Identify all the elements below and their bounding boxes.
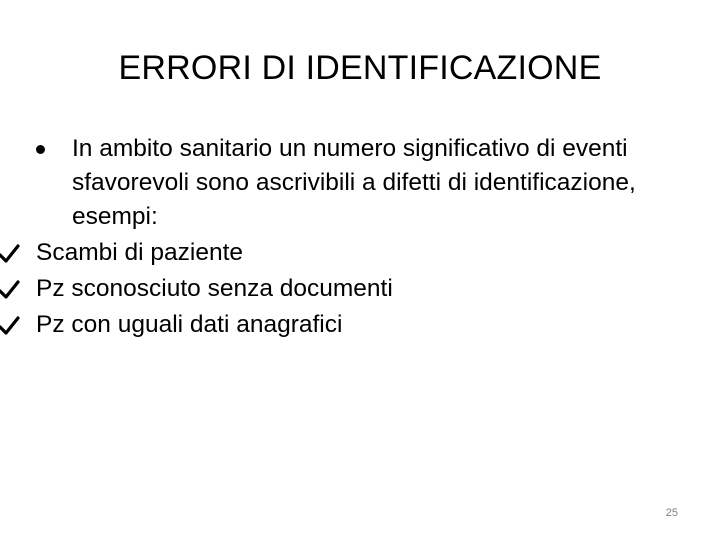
- bullet-dot-icon: [36, 132, 68, 166]
- slide-title: ERRORI DI IDENTIFICAZIONE: [118, 49, 602, 87]
- bullet-item: [36, 132, 696, 234]
- checkmark-icon: [0, 272, 32, 306]
- bullet-text: In ambito sanitario un numero significativo di eventi sfavorevoli sono ascrivibili a difetti di identificazione, esempi:: [72, 135, 636, 230]
- check-text: Pz sconosciuto senza documenti: [36, 275, 393, 302]
- page-number: 25: [665, 507, 678, 519]
- slide-body: [36, 132, 696, 344]
- check-item: [0, 308, 696, 342]
- checkmark-icon: [0, 308, 32, 342]
- check-item: [0, 236, 696, 270]
- check-item: [0, 272, 696, 306]
- checkmark-icon: [0, 236, 32, 270]
- check-text: Pz con uguali dati anagrafici: [36, 311, 343, 338]
- check-text: Scambi di paziente: [36, 239, 244, 266]
